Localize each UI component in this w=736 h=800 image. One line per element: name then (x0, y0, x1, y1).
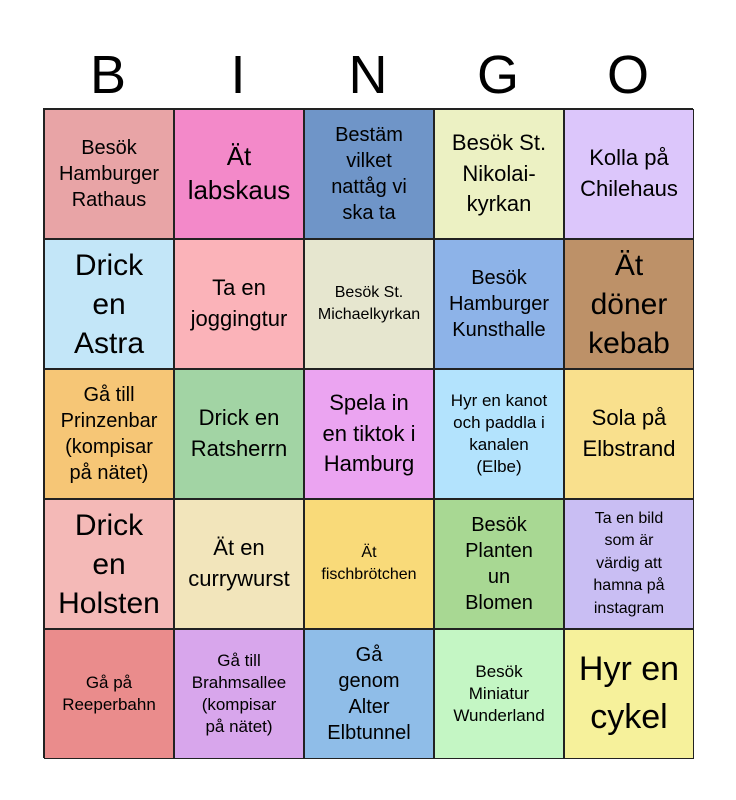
cell-text: Hyr en kanot och paddla i kanalen (Elbe) (450, 390, 548, 477)
bingo-cell[interactable] (304, 629, 434, 759)
bingo-cell[interactable] (304, 239, 434, 369)
cell-text: Besök St. Michaelkyrkan (317, 283, 421, 323)
cell-text: Besök Hamburger Kunsthalle (448, 267, 550, 341)
cell-text: Ät fischbrötchen (321, 543, 417, 583)
bingo-cell[interactable] (434, 369, 564, 499)
header-letter-b: B (89, 45, 127, 105)
bingo-cell[interactable] (434, 239, 564, 369)
bingo-cell[interactable] (44, 629, 174, 759)
bingo-cell[interactable] (564, 629, 694, 759)
bingo-cell[interactable] (564, 239, 694, 369)
cell-text: Drick en Holsten (58, 508, 160, 620)
bingo-header (43, 42, 693, 108)
bingo-cell[interactable] (304, 109, 434, 239)
bingo-cell[interactable] (434, 499, 564, 629)
bingo-cell[interactable] (434, 109, 564, 239)
bingo-cell[interactable] (304, 369, 434, 499)
header-letter-i: I (230, 45, 246, 105)
cell-text: Gå till Prinzenbar (kompisar på nätet) (60, 384, 158, 484)
cell-text: Besök St. Nikolai- kyrkan (451, 129, 547, 217)
cell-text: Ät en currywurst (188, 535, 290, 591)
cell-text: Besök Planten un Blomen (465, 514, 533, 614)
bingo-cell[interactable] (44, 369, 174, 499)
cell-text: Ta en bild som är värdig att hamna på instagram (593, 510, 665, 617)
cell-text: Kolla på Chilehaus (580, 145, 678, 201)
bingo-board (43, 108, 693, 758)
cell-text: Ät labskaus (187, 141, 291, 205)
cell-text: Drick en Astra (73, 248, 145, 360)
cell-text: Sola på Elbstrand (582, 405, 676, 461)
bingo-cell[interactable] (564, 109, 694, 239)
cell-text: Besök Miniatur Wunderland (453, 661, 545, 726)
header-letter-o: O (606, 45, 649, 105)
bingo-cell[interactable] (44, 109, 174, 239)
bingo-cell[interactable] (174, 499, 304, 629)
cell-text: Hyr en cykel (578, 650, 680, 736)
bingo-cell[interactable] (564, 499, 694, 629)
cell-text: Bestäm vilket nattåg vi ska ta (331, 124, 407, 224)
cell-text: Gå genom Alter Elbtunnel (327, 644, 411, 744)
bingo-cell[interactable] (174, 239, 304, 369)
cell-text: Drick en Ratsherrn (190, 405, 288, 461)
bingo-cell[interactable] (304, 499, 434, 629)
bingo-cell[interactable] (564, 369, 694, 499)
cell-text: Ät döner kebab (588, 248, 670, 360)
bingo-cell[interactable] (44, 239, 174, 369)
bingo-cell[interactable] (174, 369, 304, 499)
cell-text: Spela in en tiktok i Hamburg (322, 389, 416, 477)
bingo-cell[interactable] (44, 499, 174, 629)
cell-text: Ta en joggingtur (190, 275, 288, 331)
bingo-cell[interactable] (174, 629, 304, 759)
bingo-cell[interactable] (434, 629, 564, 759)
cell-text: Besök Hamburger Rathaus (58, 137, 160, 211)
header-letter-n: N (348, 45, 388, 105)
cell-text: Gå till Brahmsallee (kompisar på nätet) (191, 650, 287, 737)
header-letter-g: G (476, 45, 519, 105)
bingo-cell[interactable] (174, 109, 304, 239)
cell-text: Gå på Reeperbahn (62, 672, 156, 714)
